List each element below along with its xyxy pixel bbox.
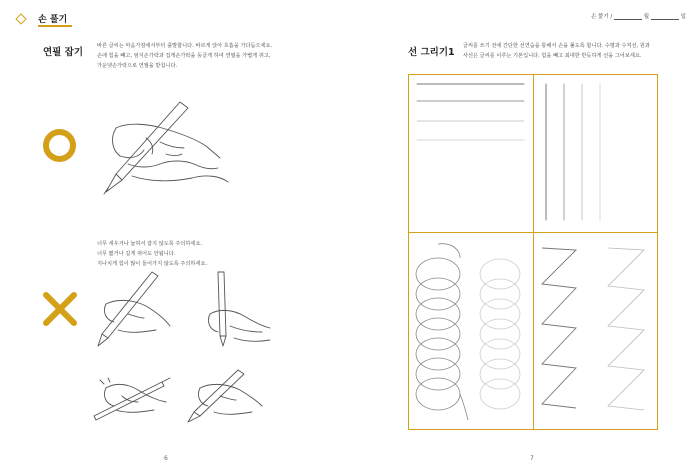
pencil-grip-intro xyxy=(97,41,272,71)
pencil-grip-title: 연필 잡기 xyxy=(43,47,84,58)
day-label: 일 xyxy=(680,14,686,20)
spiral-guide-1 xyxy=(416,244,468,420)
date-field xyxy=(591,12,686,20)
intro-line: 글씨를 쓰기 전에 간단한 선연습을 통해서 손을 풀도록 합니다. 수평과 수직선, 원과 xyxy=(463,43,650,49)
spiral-guide-2 xyxy=(480,259,520,409)
intro-line: 가운뎃손가락으로 연필을 받칩니다. xyxy=(97,63,178,69)
diamond-icon xyxy=(15,13,26,24)
caution-text xyxy=(97,239,207,269)
date-prefix: 손 풀기 / xyxy=(591,14,613,20)
wrong-grip-illustration-3 xyxy=(92,372,172,427)
correct-grip-illustration xyxy=(98,98,238,198)
header-title: 손 풀기 xyxy=(38,15,68,25)
day-blank[interactable] xyxy=(651,14,679,20)
x-icon xyxy=(42,291,78,327)
intro-line: 손에 힘을 빼고, 엄지손가락과 집게손가락을 동글게 하여 연필을 가볍게 쥐고, xyxy=(97,53,271,59)
wrong-grip-illustration-1 xyxy=(94,270,174,350)
month-blank[interactable] xyxy=(614,14,642,20)
caution-line: 너무 짧거나 길게 쥐어도 안됩니다. xyxy=(97,251,176,257)
intro-line: 사선은 글씨를 이루는 기본입니다. 힘을 빼고 최대한 반듯하게 선을 그어보세요. xyxy=(463,53,642,59)
page-number: 7 xyxy=(530,455,534,462)
zigzag-guide-1 xyxy=(542,248,576,408)
wrong-grip-illustration-4 xyxy=(186,366,266,426)
caution-line: 지나치게 힘이 많이 들어가지 않도록 주의하세요. xyxy=(97,261,208,267)
page-number: 6 xyxy=(164,455,168,462)
vertical-lines-guide xyxy=(546,84,600,220)
intro-line: 바른 글씨는 마음가짐에서부터 출발합니다. 바르게 앉아 호흡을 가다듬으세요. xyxy=(97,43,273,49)
line-drawing-title: 선 그리기1 xyxy=(408,47,455,58)
header-underline xyxy=(38,25,72,27)
practice-guides xyxy=(408,74,658,430)
month-label: 월 xyxy=(643,14,650,20)
wrong-grip-illustration-2 xyxy=(200,268,275,350)
circle-icon xyxy=(43,129,76,162)
line-drawing-intro xyxy=(463,41,650,61)
caution-line: 너무 세우거나 눕혀서 잡지 않도록 주의하세요. xyxy=(97,241,203,247)
zigzag-guide-2 xyxy=(608,248,644,410)
horizontal-lines-guide xyxy=(417,84,524,140)
